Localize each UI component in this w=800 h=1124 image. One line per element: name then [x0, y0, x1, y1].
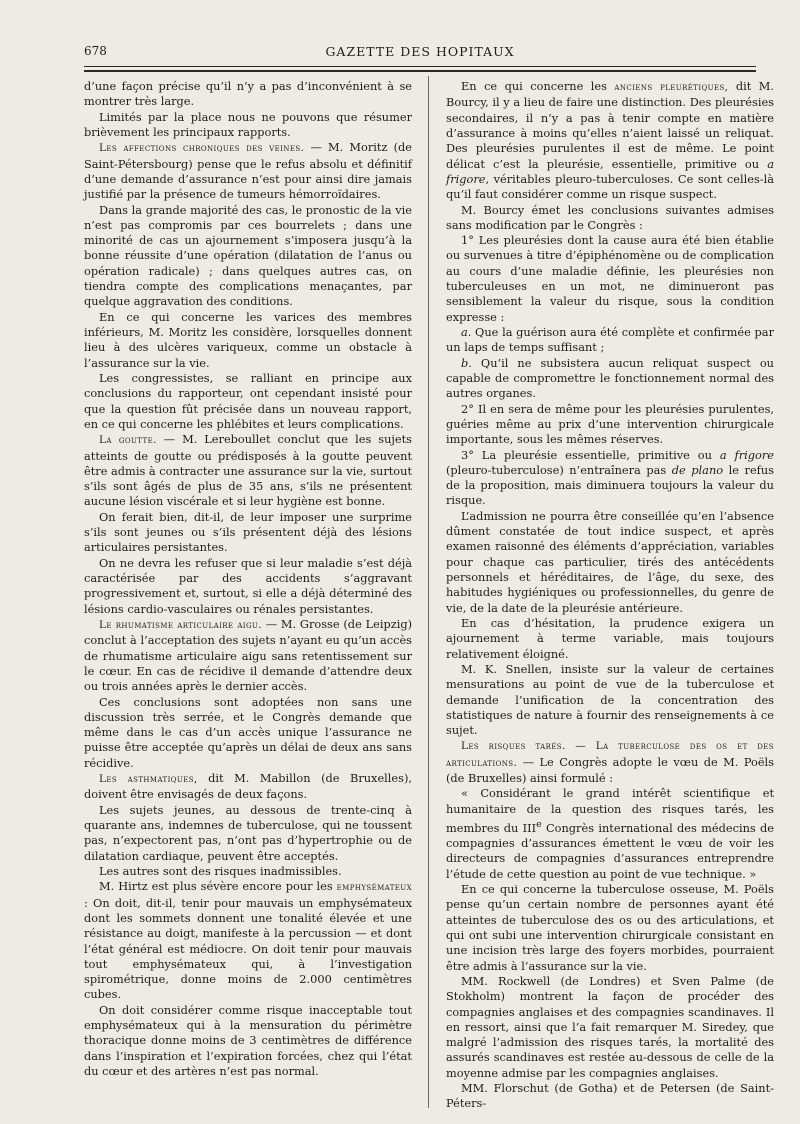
section-heading: emphysémateux	[336, 881, 412, 894]
header-rule-thin	[84, 66, 756, 67]
paragraph-text: M. Hirtz est plus sévère encore pour les	[99, 879, 337, 894]
paragraph-text: 3° La pleurésie essentielle, primitive ou	[461, 447, 720, 462]
paragraph: Les sujets jeunes, au dessous de trente-cinq à quarante ans, indemnes de tuberculose, qui ne toussent pas, n’expectorent pas, n’ont pas d’hypertrophie ou de dilatation cardiaque, peuvent être acceptés.	[84, 802, 412, 863]
paragraph: On doit considérer comme risque inacceptable tout emphysémateux qui à la mensuration du périmètre thoracique donne moins de 3 centimètres de différence dans l’inspiration et l’expiration forcées, chez qui l’état du cœur et des artères n’est pas normal.	[84, 1002, 412, 1078]
paragraph: On ferait bien, dit-il, de leur imposer une surprime s’ils sont jeunes ou s’ils présentent déjà des lésions articulaires persistantes.	[84, 509, 412, 555]
section-heading: Les asthmatiques,	[99, 773, 198, 786]
paragraph: Les congressistes, se ralliant en principe aux conclusions du rapporteur, ont cependant insisté pour que la question fût précisée dans un nouveau rapport, en ce qui concerne les phlébites et leurs complications.	[84, 370, 412, 431]
paragraph: En cas d’hésitation, la prudence exigera un ajournement à terme variable, mais toujours relativement éloigné.	[446, 615, 774, 661]
list-letter: a.	[461, 325, 472, 339]
list-letter: b.	[461, 355, 472, 370]
paragraph-text: — M. Grosse (de Leipzig) conclut à l’acceptation des sujets n’ayant eu qu’un accès de rhumatisme articulaire aigu sans retentissement sur le cœur. En cas de récidive il demande d’attendre deux ou trois années après le dernier accès.	[84, 616, 413, 694]
paragraph-text: — M. Moritz (de Saint-Pétersbourg) pense que le refus absolu et définitif d’une demande d’assurance n’est pour ainsi dire jamais justifié par la présence de tumeurs hémorroïdaires.	[84, 140, 413, 202]
italic-phrase: a frigore	[446, 156, 774, 186]
paragraph: M. K. Snellen, insiste sur la valeur de certaines mensurations au point de vue de la tuberculose et demande l’unification de la concentration des statistiques de nature à fournir des renseignements à ce sujet.	[446, 661, 774, 738]
paragraph	[446, 356, 774, 402]
section-heading: Les affections chroniques des veines.	[99, 142, 305, 155]
paragraph: Ces conclusions sont adoptées non sans une discussion très serrée, et le Congrès demande que même dans le cas d’un accès unique l’assurance ne puisse être acceptée qu’après un délai de deux ans sans récidive.	[84, 694, 412, 770]
paragraph: L’admission ne pourra être conseillée qu’en l’absence dûment constatée de tout indice suspect, et après examen raisonné des éléments d’appréciation, variables pour chaque cas particulier, tirés des antécédents personnels et héréditaires, de l’âge, du sexe, des habitudes hygiéniques ou professionnelles, du genre de vie, de la date de la pleurésie antérieure.	[446, 508, 774, 615]
right-column	[446, 79, 774, 1112]
paragraph: Dans la grande majorité des cas, le pronostic de la vie n’est pas compromis par ces bourrelets ; dans une minorité de cas un ajournement s’imposera jusqu’à la bonne réussite d’une opération (dilatation de l’anus ou opération radicale) ; dans quelques autres cas, on tiendra compte des complications menaçantes, par quelque aggravation des conditions.	[84, 202, 412, 309]
column-divider	[428, 76, 429, 1108]
paragraph	[84, 432, 412, 510]
paragraph: En ce qui concerne les varices des membres inférieurs, M. Moritz les considère, lorsquelles donnent lieu à des ulcères variqueux, comme un obstacle à l’assurance sur la vie.	[84, 309, 412, 370]
paragraph: Limités par la place nous ne pouvons que résumer brièvement les principaux rapports.	[84, 109, 412, 139]
paragraph	[446, 325, 774, 356]
page-header	[84, 42, 756, 62]
paragraph-text: Congrès international des médecins de compagnies d’assurances émettent le vœu de voir les directeurs de compagnies d’assurances entreprendre l’étude de cette question au point de vue technique. »	[446, 820, 774, 881]
section-heading: La goutte.	[99, 434, 157, 447]
superscript: e	[536, 819, 542, 830]
paragraph: 1° Les pleurésies dont la cause aura été bien établie ou survenues à titre d’épiphénomène ou de complication au cours d’une maladie définie, les pleurésies non tuberculeuses en un mot, ne diminueront pas sensiblement la valeur du risque, sous la condition expresse :	[446, 233, 774, 324]
paragraph-text: dit M. Mabillon (de Bruxelles), doivent être envisagés de deux façons.	[84, 771, 412, 802]
section-heading: anciens pleurétiques,	[614, 81, 729, 93]
paragraph-text: Que la guérison aura été complète et confirmée par un laps de temps suffisant ;	[446, 325, 774, 355]
paragraph	[446, 448, 774, 509]
paragraph-text: — Le Congrès adopte le vœu de M. Poëls (de Bruxelles) ainsi formulé :	[446, 754, 774, 786]
paragraph: M. Bourcy émet les conclusions suivantes admises sans modification par le Congrès :	[446, 202, 774, 232]
paragraph: 2° Il en sera de même pour les pleurésies purulentes, guéries même au prix d’une intervention chirurgicale importante, sous les mêmes réserves.	[446, 401, 774, 447]
paragraph: On ne devra les refuser que si leur maladie s’est déjà caractérisée par des accidents s’aggravant progressivement et, surtout, si elle a déjà déterminé des lésions cardio-vasculaires ou rénales persistantes.	[84, 555, 412, 616]
paragraph: Les autres sont des risques inadmissibles.	[99, 863, 342, 878]
paragraph-text: dit M. Bourcy, il y a lieu de faire une distinction. Des pleurésies secondaires, il n’y a pas à tenir compte en matière d’assurance à moins qu’elles n’aient laissé un reliquat. Des pleurésies purulentes il est de même. Le point délicat c’est la pleurésie, essentielle, primitive ou	[446, 79, 774, 171]
paragraph-text: — M. Lereboullet conclut que les sujets atteints de goutte ou prédisposés à la goutte peuvent être admis à contracter une assurance sur la vie, surtout s’ils sont âgés de plus de 35 ans, s’ils ne présentent aucune lésion viscérale et si leur hygiène est bonne.	[84, 432, 412, 509]
paragraph	[446, 786, 774, 882]
paragraph	[446, 738, 774, 786]
paragraph-text: « Considérant le grand intérêt scientifique et humanitaire de la question des risques tarés, les membres du III	[446, 786, 774, 835]
paragraph	[84, 879, 412, 1003]
paragraph	[84, 771, 412, 803]
paragraph-text: (pleuro-tuberculose) n’entraînera pas	[446, 462, 672, 477]
paragraph: En ce qui concerne la tuberculose osseuse, M. Poëls pense qu’un certain nombre de personnes ayant été atteintes de tuberculose des os ou des articulations, et qui ont subi une intervention chirurgicale consistant en une incision très large des foyers morbides, pourraient être admis à l’assurance sur la vie.	[446, 882, 774, 973]
paragraph	[446, 79, 774, 203]
paragraph	[84, 140, 412, 202]
paragraph-text: Qu’il ne subsistera aucun reliquat suspect ou capable de compromettre le fonctionnement normal des autres organes.	[446, 355, 774, 401]
paragraph	[84, 617, 412, 695]
italic-phrase: de plano	[671, 462, 724, 477]
paragraph: MM. Rockwell (de Londres) et Sven Palme (de Stokholm) montrent la façon de procéder des compagnies anglaises et des compagnies scandinaves. Il en ressort, ainsi que l’a fait remarquer M. Siredey, que malgré l’admission des risques tarés, la mortalité des assurés scandinaves est restée au-dessous de celle de la moyenne admise par les compagnies anglaises.	[446, 973, 774, 1080]
left-column	[84, 79, 412, 1079]
section-heading: Les risques tarés. — La tuberculose des os et des articulations.	[446, 740, 774, 769]
paragraph-text: En ce qui concerne les	[461, 79, 615, 93]
section-heading: Le rhumatisme articulaire aigu.	[99, 618, 262, 631]
paragraph: d’une façon précise qu’il n’y a pas d’inconvénient à se montrer très large.	[84, 79, 412, 109]
header-rule-thick	[84, 70, 756, 72]
paragraph-text: : On doit, dit-il, tenir pour mauvais un emphysémateux dont les sommets donnent une tonalité élevée et une résistance au doigt, manifeste à la percussion — et dont l’état général est médiocre. On doit tenir pour mauvais tout emphysémateux qui, à l’investigation spirométrique, donne moins de 2.000 centimètres cubes.	[84, 895, 412, 1002]
italic-phrase: a frigore	[719, 447, 774, 462]
paragraph-text: , véritables pleuro-tuberculoses. Ce sont celles-là qu’il faut considérer comme un risque suspect.	[446, 171, 774, 202]
paragraph: MM. Florschut (de Gotha) et de Petersen (de Saint-Péters-	[446, 1081, 774, 1111]
running-title: GAZETTE DES HOPITAUX	[325, 44, 515, 59]
paragraph-text: le refus de la proposition, mais diminuera toujours la valeur du risque.	[446, 462, 774, 508]
page-number: 678	[84, 44, 107, 58]
